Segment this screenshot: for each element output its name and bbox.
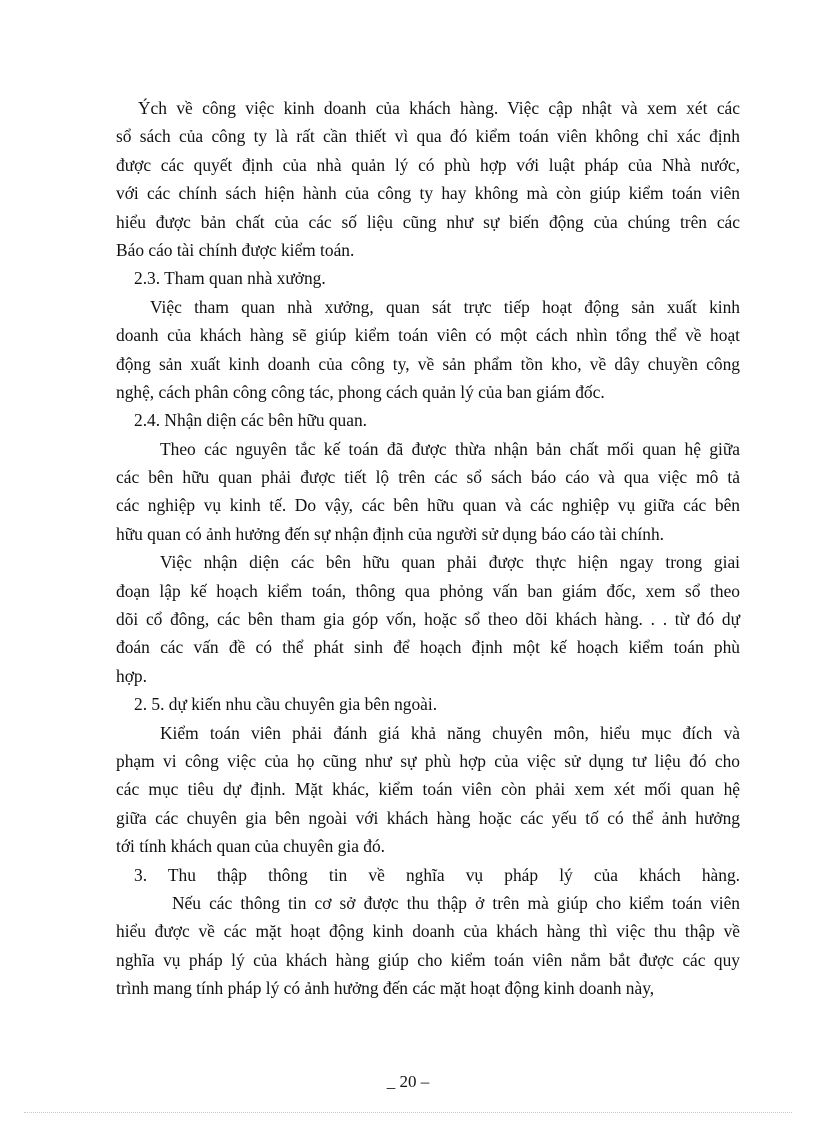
text-line: Nếu các thông tin cơ sở được thu thập ở trên mà giúp cho kiểm toán viên xyxy=(172,892,740,913)
text-line: Kiểm toán viên phải đánh giá khả năng chuyên môn, hiểu mục đích và xyxy=(160,722,740,743)
text-line: đoán các vấn đề có thể phát sinh để hoạch định một kế hoạch kiểm toán phù xyxy=(116,637,740,658)
text-line: động sản xuất kinh doanh của công ty, về sản phẩm tồn kho, về dây chuyền công xyxy=(116,353,740,374)
text-line: với các chính sách hiện hành của công ty hay không mà còn giúp kiểm toán viên xyxy=(116,183,740,204)
page-number: _ 20 – xyxy=(386,1072,430,1091)
section-heading: 2. 5. dự kiến nhu cầu chuyên gia bên ngoài. xyxy=(134,694,438,715)
section-heading: 2.4. Nhận diện các bên hữu quan. xyxy=(134,410,368,431)
text-line: các mục tiêu dự định. Mặt khác, kiểm toán viên còn phải xem xét mối quan hệ xyxy=(116,779,740,800)
footer-divider xyxy=(24,1112,792,1113)
text-line: các nghiệp vụ kinh tế. Do vậy, các bên hữu quan và các nghiệp vụ giữa các bên xyxy=(116,495,740,516)
text-line: sổ sách của công ty là rất cần thiết vì qua đó kiểm toán viên không chỉ xác định xyxy=(116,126,740,147)
text-line: giữa các chuyên gia bên ngoài với khách hàng hoặc các yếu tố có thể ảnh hưởng xyxy=(116,807,740,828)
text-line: Báo cáo tài chính được kiểm toán. xyxy=(116,239,355,260)
text-line: Theo các nguyên tắc kế toán đã được thừa nhận bản chất mối quan hệ giữa xyxy=(160,438,740,459)
text-line: hiểu được về các mặt hoạt động kinh doanh của khách hàng thì việc thu thập về xyxy=(116,921,740,942)
text-line: hữu quan có ảnh hưởng đến sự nhận định của người sử dụng báo cáo tài chính. xyxy=(116,523,665,544)
text-line: trình mang tính pháp lý có ảnh hưởng đến các mặt hoạt động kinh doanh này, xyxy=(116,978,655,999)
text-line: được các quyết định của nhà quản lý có phù hợp với luật pháp của Nhà nước, xyxy=(116,154,740,175)
section-heading: 2.3. Tham quan nhà xưởng. xyxy=(134,268,326,289)
section-heading: 3. Thu thập thông tin về nghĩa vụ pháp lý của khách hàng. xyxy=(134,864,740,885)
text-line: các bên hữu quan phải được tiết lộ trên các sổ sách báo cáo và qua việc mô tả xyxy=(116,467,740,488)
text-line: nghệ, cách phân công công tác, phong cách quản lý của ban giám đốc. xyxy=(116,381,605,402)
text-line: hiểu được bản chất của các số liệu cũng như sự biến động của chúng trên các xyxy=(116,211,740,232)
text-line: đoạn lập kế hoạch kiểm toán, thông qua phỏng vấn ban giám đốc, xem sổ theo xyxy=(116,580,740,601)
text-line: Việc nhận diện các bên hữu quan phải được thực hiện ngay trong giai xyxy=(160,552,740,573)
text-line: doanh của khách hàng sẽ giúp kiểm toán viên có một cách nhìn tổng thể về hoạt xyxy=(116,325,740,346)
text-line: Việc tham quan nhà xưởng, quan sát trực tiếp hoạt động sản xuất kinh xyxy=(150,296,740,317)
text-line: phạm vi công việc của họ cũng như sự phù hợp của việc sử dụng tư liệu đó cho xyxy=(116,750,740,771)
text-line: tới tính khách quan của chuyên gia đó. xyxy=(116,836,386,857)
text-line: hợp. xyxy=(116,665,147,686)
text-line: dõi cổ đông, các bên tham gia góp vốn, hoặc sổ theo dõi khách hàng. . . từ đó dự xyxy=(116,609,740,630)
text-line: Ých về công việc kinh doanh của khách hàng. Việc cập nhật và xem xét các xyxy=(138,98,740,118)
body-text xyxy=(116,94,740,1003)
text-line: nghĩa vụ pháp lý của khách hàng giúp cho kiểm toán viên nắm bắt được các quy xyxy=(116,949,740,970)
